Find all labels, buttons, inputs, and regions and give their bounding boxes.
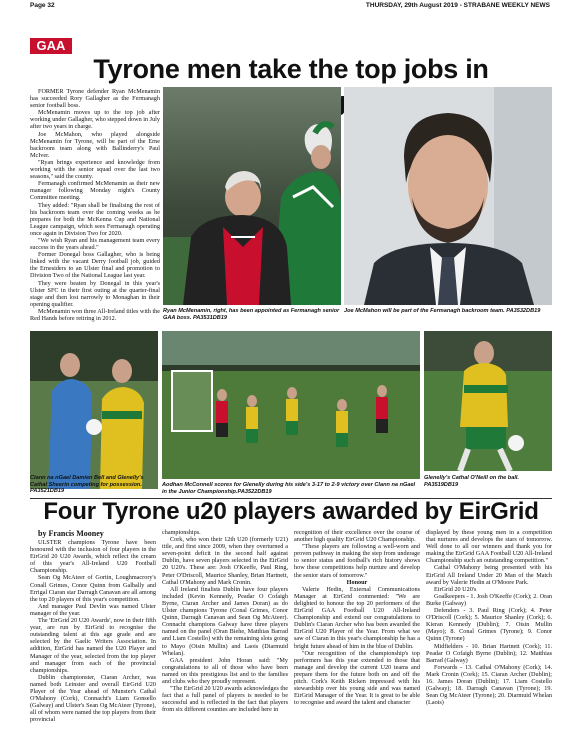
story2-col1: [30, 529, 156, 723]
paragraph: Midfielders - 10. Brian Hartnett (Cork); 11. Peadar O Cofaigh Byrne (Dublin); 12. Matthias Barrad (Galway): [426, 642, 552, 664]
photo-mcmahon: [344, 87, 552, 305]
paragraph: They were beaten by Donegal in this year's Ulster SFC in their first outing at the quarter-final stage and then lost narrowly to Monaghan in their opening qualifier.: [30, 279, 160, 308]
story1-headline: Tyrone men take the top jobs in: [93, 54, 489, 84]
paragraph: Defenders - 3. Paul Ring (Cork); 4. Peter O'Driscoll (Cork); 5. Maurice Shanley (Cork); 6. Kieran Kennedy (Dublin); 7. Oisin Mullin (Mayo); 8. Conal Grimes (Tyrone); 9. Conor Quinn (Tyrone): [426, 607, 552, 643]
photo-match-c: [424, 331, 552, 471]
story1-body: [30, 88, 160, 322]
paragraph: "Our recognition of the championship's top performers has this year extended to those that manage and develop the current U20 teams and prepare them for the future both on and off the pitch. Cork's Keith Ricken impressed with his stewardship over his young side and was named EirGrid Manager of the Year. It is great to be able to recognise and award the talent and character: [294, 649, 420, 707]
page-number: Page 32: [30, 2, 55, 9]
paragraph: "Ryan brings experience and knowledge from working with the senior squad over the last two seasons," said the county.: [30, 158, 160, 181]
photo-mcmenamin: [163, 87, 341, 305]
paragraph: FORMER Tyrone defender Ryan McMenamin has succeeded Rory Gallagher as the Fermanagh senior football boss.: [30, 88, 160, 110]
photo-match-b-caption: Aodhan McConnell scores for Glenelly during his side's 3-17 to 2-9 victory over Clann na nGael in the Junior Championship.PA3522DB19: [162, 482, 416, 495]
story2-col4: [426, 529, 552, 706]
paragraph: "The EirGrid 20 U20 awards acknowledges the fact that a full panel of players is needed to be successful and is reflected in the fact that players from six different counties are included here in: [162, 685, 288, 714]
paragraph: EirGrid 20 U20's: [434, 585, 477, 593]
photo-match-a-caption: Clann na nGael Damien Bell and Glenelly's Cathal Sheerin competing for possession. PA3521DB19: [30, 475, 144, 495]
story2-col3: [294, 529, 420, 706]
byline: by Francis Mooney: [38, 529, 104, 538]
photo-match-b: [162, 331, 420, 479]
paragraph: The 'EirGrid 20 U20 Awards', now in their fifth year, are run by EirGrid to recognise the outstanding talent at this age grade and are selected by the Gaelic Writers Association. In addition, EirGrid has named the U20 Player and Manager of the year, selected from the top player and manager from each of the provincial championships.: [30, 617, 156, 674]
photo-mcmahon-caption: Joe McMahon will be part of the Fermanagh backroom team. PA3532DB19: [344, 308, 541, 314]
photo-mcmahon-image: [344, 87, 552, 305]
paragraph: All Ireland finalists Dublin have four players included (Kevin Kennedy, Peadar O Cofaigh Byrne, Ciaran Archer and James Doran) as do Ulster champions Tyrone (Conal Grimes, Conor Quinn, Darragh Canavan and Sean Og McAteer). Connacht champions Galway have three players named on the panel (Oran Biehe, Matthias Barrad and Liam Costello) with the remaining slots going to Mayo (Oisin Mullin) and Laois (Diarmuid Whelan).: [162, 585, 288, 657]
paragraph: championships.: [162, 529, 201, 536]
story2-headline: Four Tyrone u20 players awarded by EirGrid: [43, 498, 539, 525]
paragraph: Dublin championster, Ciaran Archer, was named both Leinster and overall EirGrid U20 Player of the Year ahead of Munster's Cathal O'Mahony (Cork), Connacht's Liam Gonsello (Galway) and Ulster's Sean Og McAteer (Tyrone), all of whom were named the top players from their provincial: [30, 673, 156, 724]
section-tag: GAA: [30, 38, 72, 54]
photo-mcmenamin-caption: Ryan McMenamin, right, has been appointed as Fermanagh senior GAA boss. PA3531DB19: [163, 308, 340, 321]
paragraph: "We wish Ryan and his management team every success in the years ahead.": [30, 236, 160, 252]
paragraph: And manager Paul Devlin was named Ulster manager of the year.: [30, 602, 156, 617]
paragraph: Forwards - 13. Cathal O'Mahony (Cork); 14. Mark Cronin (Cork); 15. Ciaran Archer (Dublin); 16. James Doran (Dublin); 17. Liam Costello (Galway); 18. Darragh Canavan (Tyrone); 19. Sean Og McAteer (Tyrone); 20. Diarmuid Whelan (Laois): [426, 663, 552, 707]
paragraph: Valerie Hedin, External Communications Manager at EirGrid commented: "We are delighted to honour the top 20 performers of the EirGrid GAA Football U20 All-Ireland Championship and extend our congratulations to Dublin's Ciaran Archer who has been awarded the EirGrid U20 Player of the Year. From what we saw of Ciaran in this year's championship he has a bright future ahead of him in the blue of Dublin.: [294, 585, 420, 650]
photo-match-a: [30, 331, 158, 489]
paragraph: Goalkeepers - 1. Josh O'Keeffe (Cork); 2. Oran Burke (Galway): [426, 592, 552, 607]
paragraph: recognition of their excellence over the course of another high quality EirGrid U20 Championship.: [294, 529, 420, 544]
subheading: Honour: [346, 578, 368, 586]
paragraph: Fermanagh confirmed McMenamin as their new manager following Monday night's County Committee meeting.: [30, 180, 160, 202]
date-line: THURSDAY, 29th August 2019 - STRABANE WEEKLY NEWS: [365, 2, 550, 9]
paragraph: Sean Og McAteer of Gortin, Loughmacrory's Conall Grimes, Conor Quinn from Galbally and Errigal Ciaran star Darragh Canavan are all among the top 20 players of this year's competition.: [30, 574, 156, 603]
story2-col2: [162, 529, 288, 713]
paragraph: GAA president John Horan said: "My congratulations to all of those who have been named on this prestigious list and to the families and clubs who they proudly represent.: [162, 656, 288, 685]
photo-match-c-caption: Glenelly's Cathal O'Neill on the ball. PA3519DB19: [424, 475, 519, 488]
photo-match-c-image: [424, 331, 552, 471]
paragraph: Cathal O'Mahony being presented with his EirGrid All Ireland Under 20 Man of the Match award by Valerie Hedin at O'Moore Park.: [426, 564, 552, 586]
paragraph: McMenamin won three All-Ireland titles with the Red Hands before retiring in 2012.: [30, 307, 161, 322]
paragraph: "These players are following a well-worn and proven pathway in making the step from underage to senior status and football's rich history shows how these competitions help nurture and develop the senior stars of tomorrow.": [294, 543, 420, 579]
paragraph: Cork, who won their 12th U20 (formerly U21) title, and first since 2009, when they overturned a seven-point deficit in the second half against Dublin, have seven players selected in the EirGrid 20 U20's. These are: Josh O'Keeffe, Paul Ring, Peter O'Driscoll, Maurice Shanley, Brian Hartnett, Cathal O'Mahony and Mark Cronin.: [162, 536, 288, 586]
paragraph: McMenamin moves up to the top job after working under Gallagher, who stepped down in July after two years in charge.: [30, 109, 160, 131]
masthead: [0, 0, 580, 10]
paragraph: Former Donegal boss Gallagher, who is being linked with the vacant Derry football job, guided the Ernesiders to an Ulster final and promotion to Division Two of the National League last year.: [30, 251, 160, 280]
photo-mcmenamin-image: [163, 87, 341, 305]
paragraph: displayed by these young men in a competition that nurtures and develops the stars of tomorrow. Well done to all our winners and thank you for making the EirGrid GAA Football U20 All-Ireland Championship such an outstanding competition.": [426, 529, 552, 565]
paragraph: ULSTER champions Tyrone have been honoured with the inclusion of four players in the EirGrid 20 U20 Awards, which reflect the cream of this year's All-Ireland U20 Football Championship.: [30, 539, 156, 575]
photo-match-a-image: [30, 331, 158, 489]
paragraph: Joe McMahon, who played alongside McMenamin for Tyrone, will be part of the Erne backroom team along with Ballinderry's Paul McIver.: [30, 130, 160, 159]
paragraph: They added: "Ryan shall be finalising the rest of his backroom team over the coming weeks as he prepares for both the McKenna Cup and National League campaign, which sees Fermanagh operating once again in Division Two for 2020.: [30, 201, 160, 237]
photo-match-b-image: [162, 331, 420, 479]
